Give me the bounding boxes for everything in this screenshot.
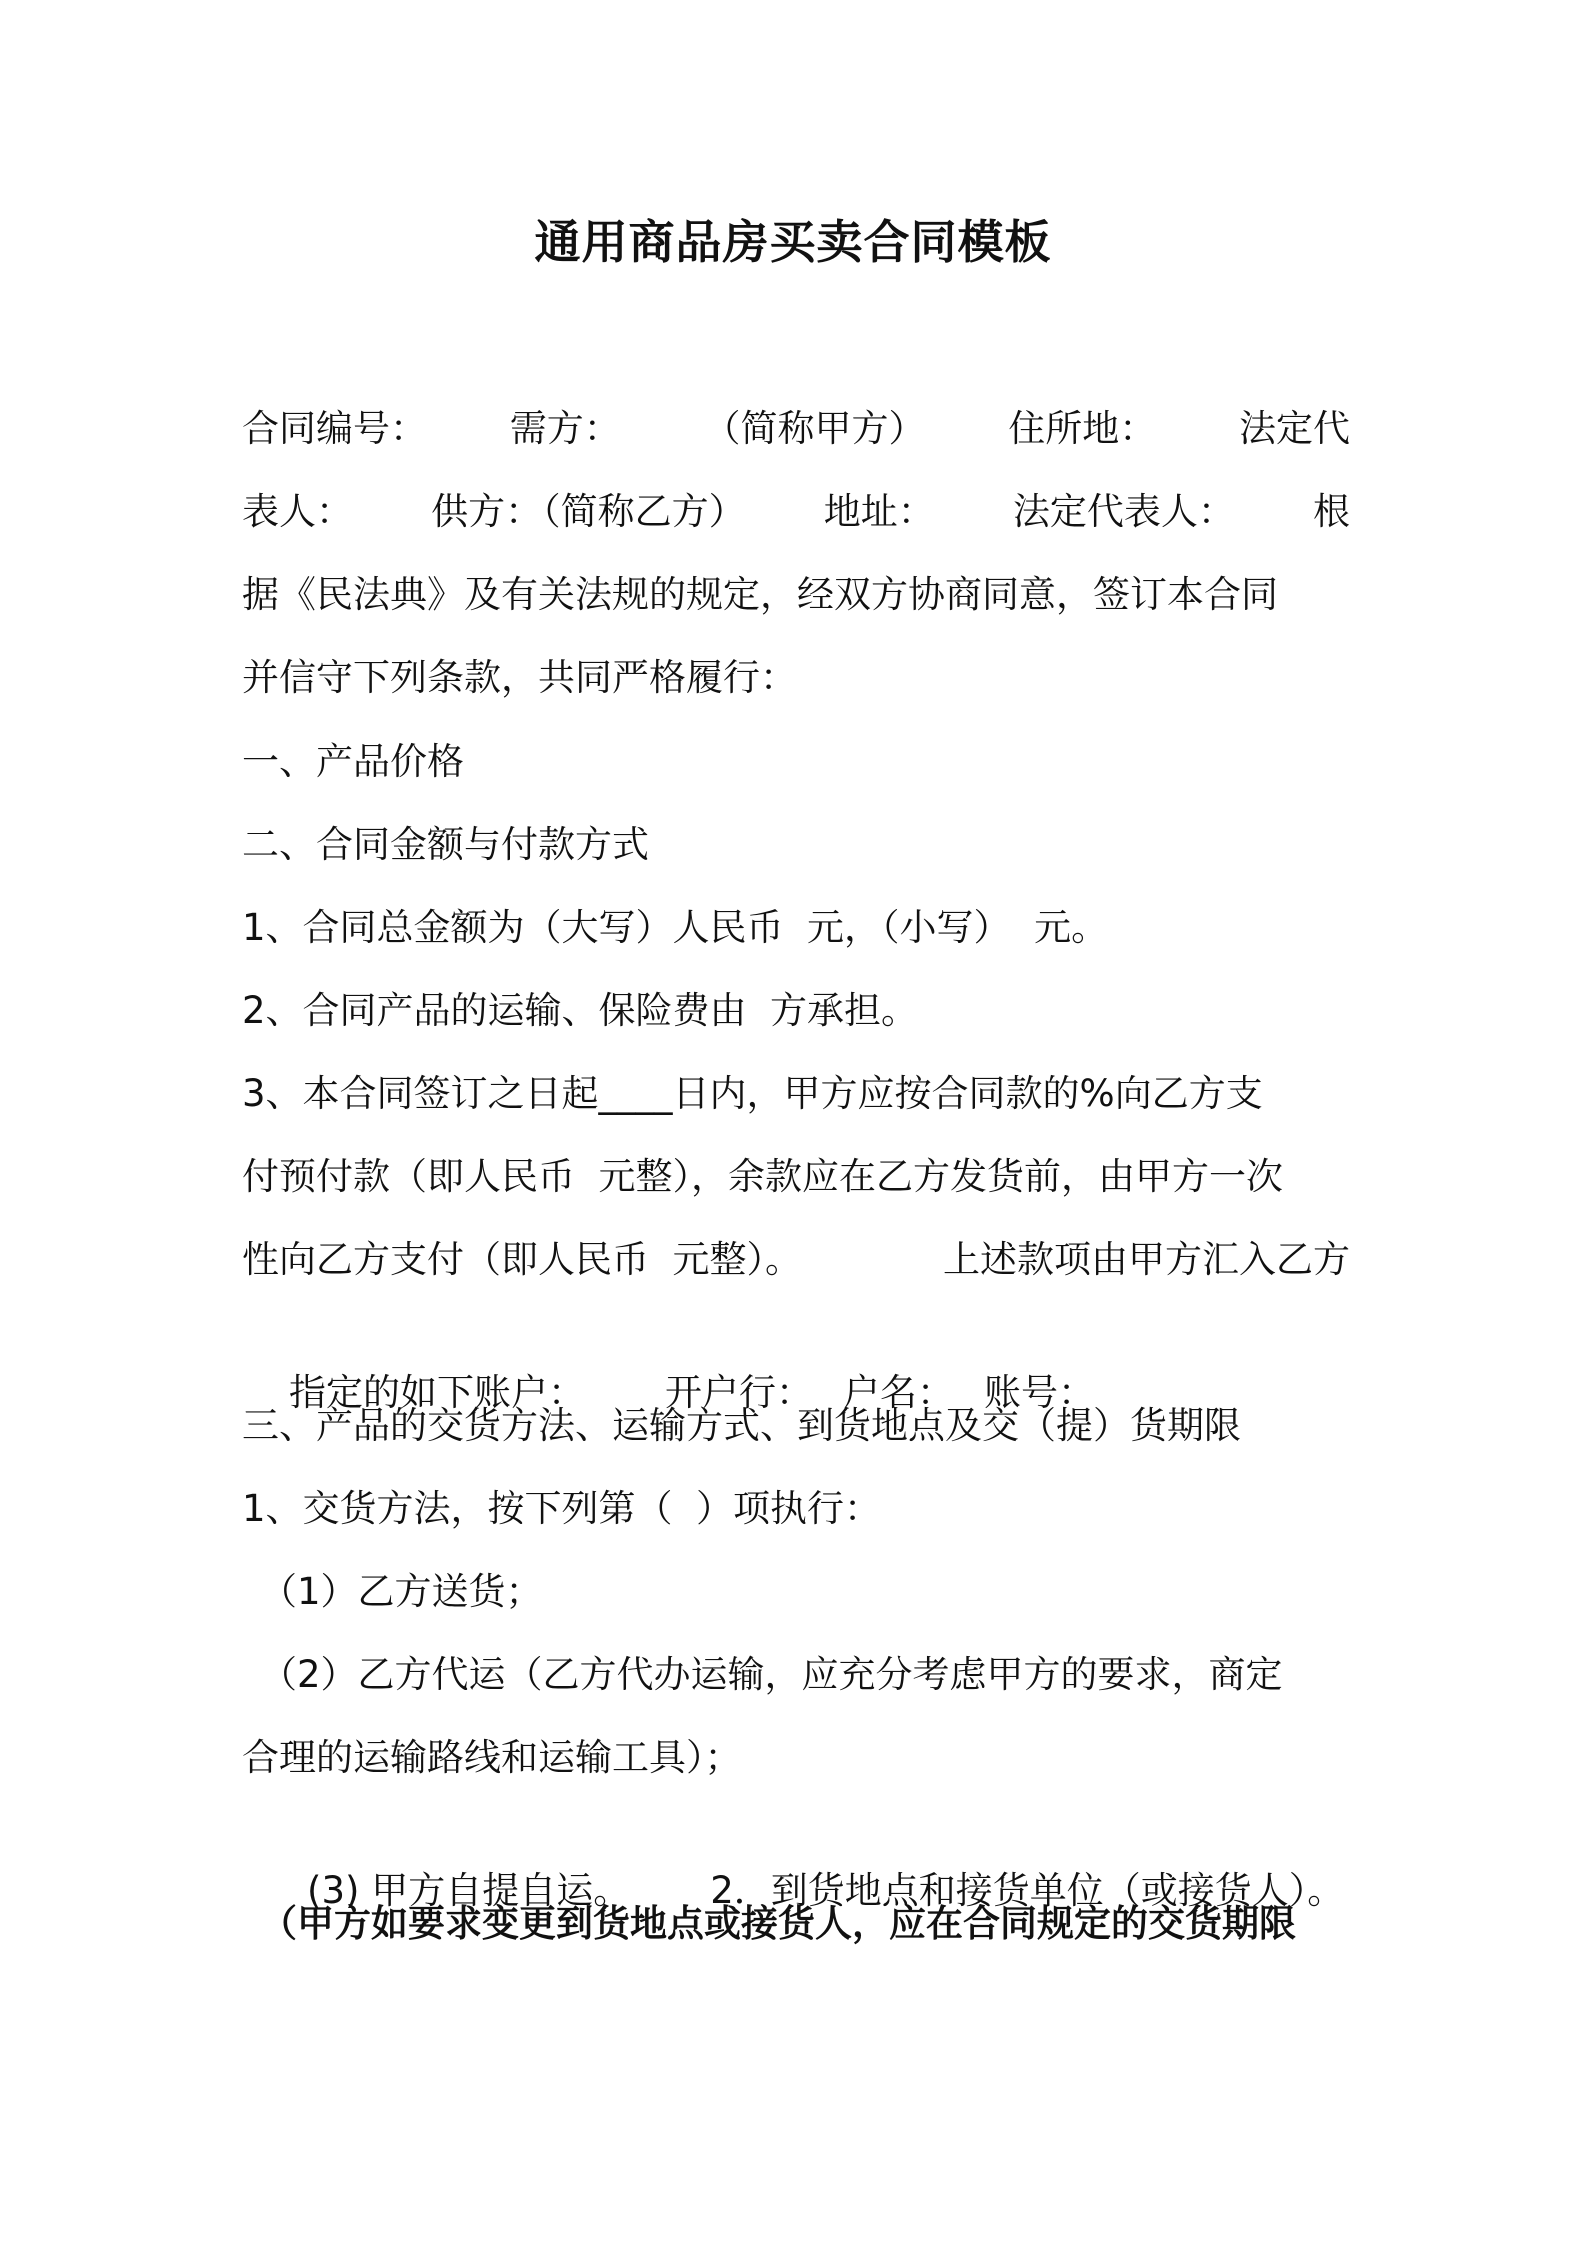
seller-legal-rep-label: 法定代表人： bbox=[1012, 490, 1235, 533]
buyer-short-name: （简称甲方） bbox=[703, 407, 926, 450]
clause-3-1-option-2-line-2: 合理的运输路线和运输工具）； bbox=[242, 1736, 742, 1779]
section-heading-amount: 二、合同金额与付款方式 bbox=[242, 823, 649, 866]
clause-2-3-line-1: 3、本合同签订之日起____日内，甲方应按合同款的%向乙方支 bbox=[242, 1072, 1263, 1115]
clause-2-3-balance: 性向乙方支付（即人民币 元整）。 bbox=[242, 1238, 803, 1281]
contract-number-label: 合同编号： bbox=[242, 407, 427, 450]
intro-line-4: 并信守下列条款，共同严格履行： bbox=[242, 656, 797, 699]
intro-line-3: 据《民法典》及有关法规的规定，经双方协商同意，签订本合同 bbox=[242, 573, 1278, 616]
clause-2-3-remit: 上述款项由甲方汇入乙方 bbox=[943, 1238, 1350, 1281]
option-3-self-pickup: (3) 甲方自提自运。 bbox=[307, 1869, 631, 1912]
header-line-1 bbox=[242, 404, 1350, 454]
legal-rep-label-start: 法定代 bbox=[1239, 407, 1350, 450]
seller-address-label: 地址： bbox=[823, 490, 935, 533]
buyer-address-label: 住所地： bbox=[1008, 407, 1157, 450]
account-intro: 指定的如下账户： bbox=[289, 1371, 586, 1414]
account-number-label: 账号： bbox=[984, 1371, 1096, 1414]
clause-3-1-option-1: （1）乙方送货； bbox=[260, 1570, 543, 1613]
clause-3-1: 1、交货方法，按下列第（ ）项执行： bbox=[242, 1487, 882, 1530]
header-line-2 bbox=[242, 487, 1350, 537]
legal-rep-label-end: 表人： bbox=[242, 490, 353, 533]
account-name-label: 户名： bbox=[843, 1371, 955, 1414]
section-heading-price: 一、产品价格 bbox=[242, 740, 464, 783]
intro-start: 根 bbox=[1313, 490, 1350, 533]
clause-2-2: 2、合同产品的运输、保险费由 方承担。 bbox=[242, 989, 919, 1032]
seller-label: 供方：（简称乙方） bbox=[431, 490, 746, 533]
section-heading-delivery: 三、产品的交货方法、运输方式、到货地点及交（提）货期限 bbox=[242, 1404, 1241, 1447]
buyer-label: 需方： bbox=[509, 407, 621, 450]
clause-3-1-option-2-line-1: （2）乙方代运（乙方代办运输，应充分考虑甲方的要求，商定 bbox=[260, 1653, 1283, 1696]
clause-3-2-note: （甲方如要求变更到货地点或接货人，应在合同规定的交货期限 bbox=[260, 1902, 1296, 1945]
clause-2-3-line-2: 付预付款（即人民币 元整），余款应在乙方发货前，由甲方一次 bbox=[242, 1155, 1284, 1198]
clause-3-2-destination: 2．到货地点和接货单位（或接货人）。 bbox=[710, 1869, 1345, 1912]
bank-label: 开户行： bbox=[665, 1371, 814, 1414]
clause-2-3-line-3 bbox=[242, 1235, 1350, 1285]
document-title: 通用商品房买卖合同模板 bbox=[534, 215, 1052, 269]
clause-2-1: 1、合同总金额为（大写）人民币 元，（小写） 元。 bbox=[242, 906, 1109, 949]
